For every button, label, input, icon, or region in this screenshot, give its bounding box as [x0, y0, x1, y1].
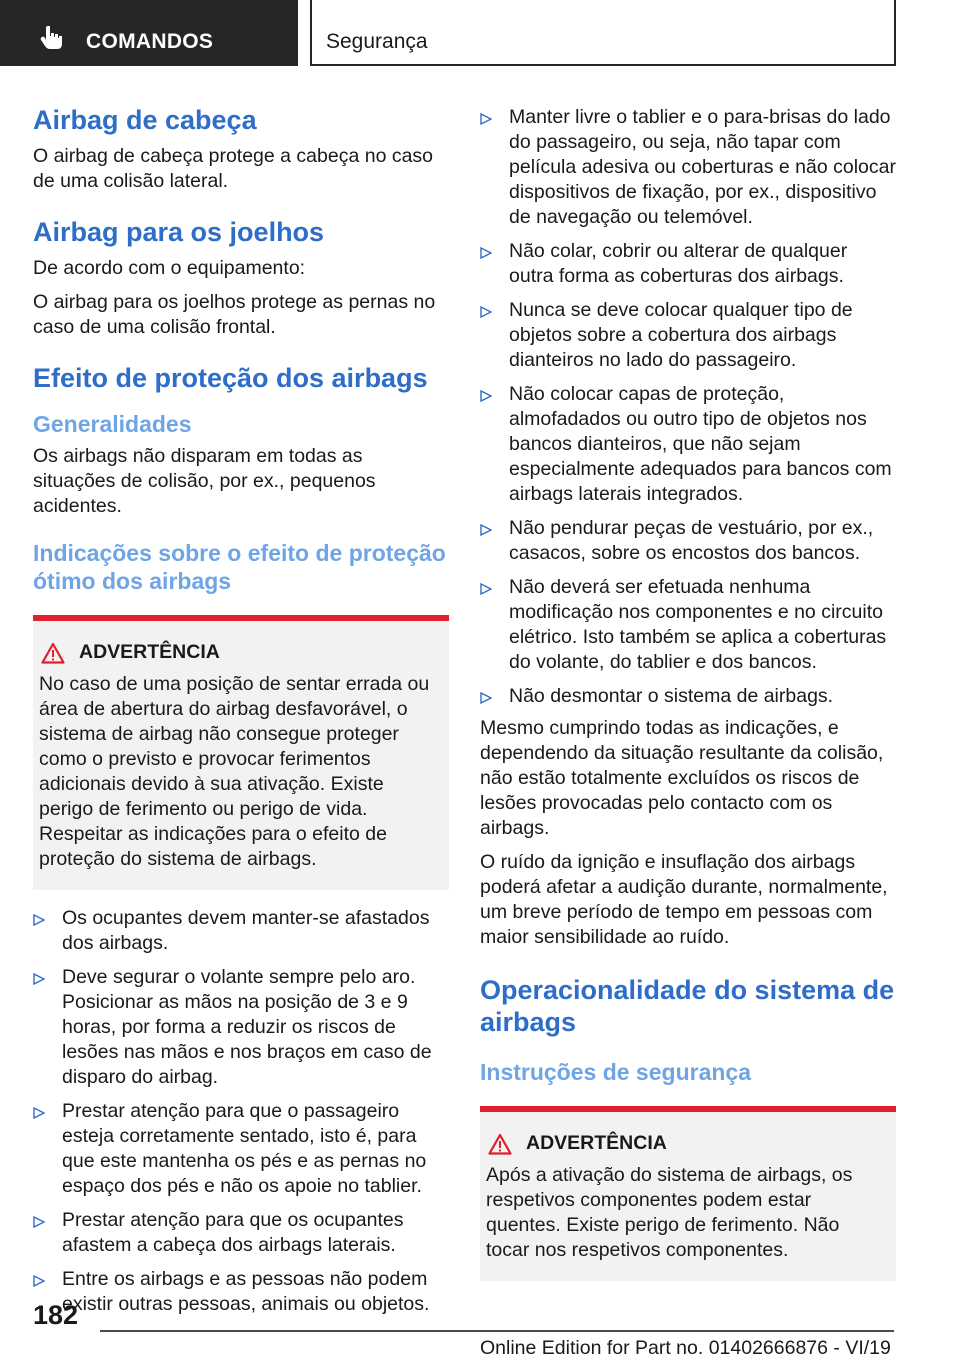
- warning-triangle-icon: [488, 1133, 512, 1155]
- list-item-text: Não colar, cobrir ou alterar de qualquer outra forma as coberturas dos airbags.: [509, 240, 848, 287]
- page-header: [0, 0, 960, 66]
- list-item: [33, 1099, 449, 1199]
- breadcrumb-label: Segurança: [326, 30, 428, 53]
- warning-text: No caso de uma posição de sentar errada ou área de abertura do airbag desfavorável, o sistema de airbag não consegue proteger como o previsto e provocar ferimentos adicionais devido à sua ativação. Existe perigo de ferimento ou perigo de vida. Respeitar as indicações para o efeito de proteção do sistema de airbags.: [39, 673, 430, 870]
- hand-pointer-icon: [40, 24, 66, 50]
- heading-airbag-cabeca: Airbag de cabeça: [33, 105, 257, 135]
- section-tab: [0, 0, 298, 66]
- left-column: [33, 100, 449, 1326]
- warning-text: Após a ativação do sistema de airbags, os respetivos componentes podem estar quentes. Existe perigo de ferimento. Não tocar nos respetivos componentes.: [486, 1164, 853, 1261]
- list-item: [480, 105, 896, 230]
- breadcrumb: [310, 0, 896, 66]
- heading-operacionalidade: Operacionalidade do sistema de airbags: [480, 975, 895, 1037]
- heading-airbag-joelhos: Airbag para os joelhos: [33, 217, 325, 247]
- list-item-text: Deve segurar o volante sempre pelo aro. Posicionar as mãos na posição de 3 e 9 horas, por forma a reduzir os riscos de lesões nas mãos e nos braços em caso de disparo do airbag.: [62, 966, 432, 1088]
- list-item: [33, 965, 449, 1090]
- heading-efeito-protecao: Efeito de proteção dos airbags: [33, 363, 428, 393]
- warning-title-text: ADVERTÊNCIA: [79, 641, 220, 663]
- triangle-bullet-icon: [33, 914, 45, 926]
- paragraph-equipamento: De acordo com o equipamento:: [33, 257, 306, 279]
- footer-divider: [100, 1330, 894, 1332]
- page-number: 182: [33, 1300, 79, 1330]
- triangle-bullet-icon: [480, 692, 492, 704]
- list-item-text: Não desmontar o sistema de airbags.: [509, 685, 834, 707]
- bullet-list-right: [480, 105, 896, 709]
- triangle-bullet-icon: [33, 1107, 45, 1119]
- list-item-text: Prestar atenção para que os ocupantes afastem a cabeça dos airbags laterais.: [62, 1209, 404, 1256]
- list-item-text: Não pendurar peças de vestuário, por ex., casacos, sobre os encostos dos bancos.: [509, 517, 874, 564]
- list-item-text: Manter livre o tablier e o para-brisas do lado do passageiro, ou seja, não tapar com película adesiva ou coberturas e não colocar dispositivos de fixação, por ex., dispositivo de navegação ou telemóvel.: [509, 106, 896, 228]
- paragraph-airbag-joelhos: O airbag para os joelhos protege as pernas no caso de uma colisão frontal.: [33, 291, 436, 338]
- list-item: [33, 906, 449, 956]
- list-item-text: Não deverá ser efetuada nenhuma modificação nos componentes e no circuito elétrico. Isto também se aplica a coberturas do volante, do tablier e dos bancos.: [509, 576, 887, 673]
- triangle-bullet-icon: [480, 247, 492, 259]
- edition-text: Online Edition for Part no. 01402666876 - VI/19: [480, 1337, 891, 1359]
- list-item: [33, 1267, 449, 1317]
- paragraph-airbag-cabeca: O airbag de cabeça protege a cabeça no caso de uma colisão lateral.: [33, 145, 434, 192]
- section-label: COMANDOS: [86, 30, 214, 53]
- triangle-bullet-icon: [33, 1216, 45, 1228]
- warning-box: [480, 1106, 896, 1281]
- right-column: [480, 100, 896, 1281]
- triangle-bullet-icon: [480, 524, 492, 536]
- triangle-bullet-icon: [480, 390, 492, 402]
- warning-title: [486, 1132, 884, 1155]
- list-item-text: Não colocar capas de proteção, almofadados ou outro tipo de objetos nos bancos dianteiros, que não sejam especialmente adequados para bancos com airbags laterais integrados.: [509, 383, 892, 505]
- heading-instrucoes-seguranca: Instruções de segurança: [480, 1059, 751, 1085]
- list-item: [480, 382, 896, 507]
- triangle-bullet-icon: [480, 113, 492, 125]
- list-item: [480, 684, 896, 709]
- list-item: [480, 239, 896, 289]
- list-item-text: Entre os airbags e as pessoas não podem existir outras pessoas, animais ou objetos.: [62, 1268, 430, 1315]
- warning-title: [39, 641, 437, 664]
- warning-title-text: ADVERTÊNCIA: [526, 1132, 667, 1154]
- warning-triangle-icon: [41, 642, 65, 664]
- list-item-text: Nunca se deve colocar qualquer tipo de objetos sobre a cobertura dos airbags dianteiros no lado do passageiro.: [509, 299, 853, 371]
- list-item: [480, 298, 896, 373]
- heading-indicacoes: Indicações sobre o efeito de proteção ótimo dos airbags: [33, 540, 446, 594]
- triangle-bullet-icon: [33, 973, 45, 985]
- list-item-text: Prestar atenção para que o passageiro esteja corretamente sentado, isto é, para que este mantenha os pés e as pernas no espaço dos pés e não os apoie no tablier.: [62, 1100, 427, 1197]
- paragraph-generalidades: Os airbags não disparam em todas as situações de colisão, por ex., pequenos acidentes.: [33, 445, 376, 517]
- warning-box: [33, 615, 449, 890]
- paragraph-ruido: O ruído da ignição e insuflação dos airbags poderá afetar a audição durante, normalmente, um breve período de tempo em pessoas com maior sensibilidade ao ruído.: [480, 851, 888, 948]
- bullet-list-left: [33, 906, 449, 1317]
- list-item: [33, 1208, 449, 1258]
- list-item: [480, 516, 896, 566]
- paragraph-mesmo-cumprindo: Mesmo cumprindo todas as indicações, e dependendo da situação resultante da colisão, não estão totalmente excluídos os riscos de lesões provocadas pelo contacto com os airbags.: [480, 717, 884, 839]
- triangle-bullet-icon: [33, 1275, 45, 1287]
- triangle-bullet-icon: [480, 583, 492, 595]
- list-item-text: Os ocupantes devem manter-se afastados dos airbags.: [62, 907, 430, 954]
- triangle-bullet-icon: [480, 306, 492, 318]
- heading-generalidades: Generalidades: [33, 411, 192, 437]
- list-item: [480, 575, 896, 675]
